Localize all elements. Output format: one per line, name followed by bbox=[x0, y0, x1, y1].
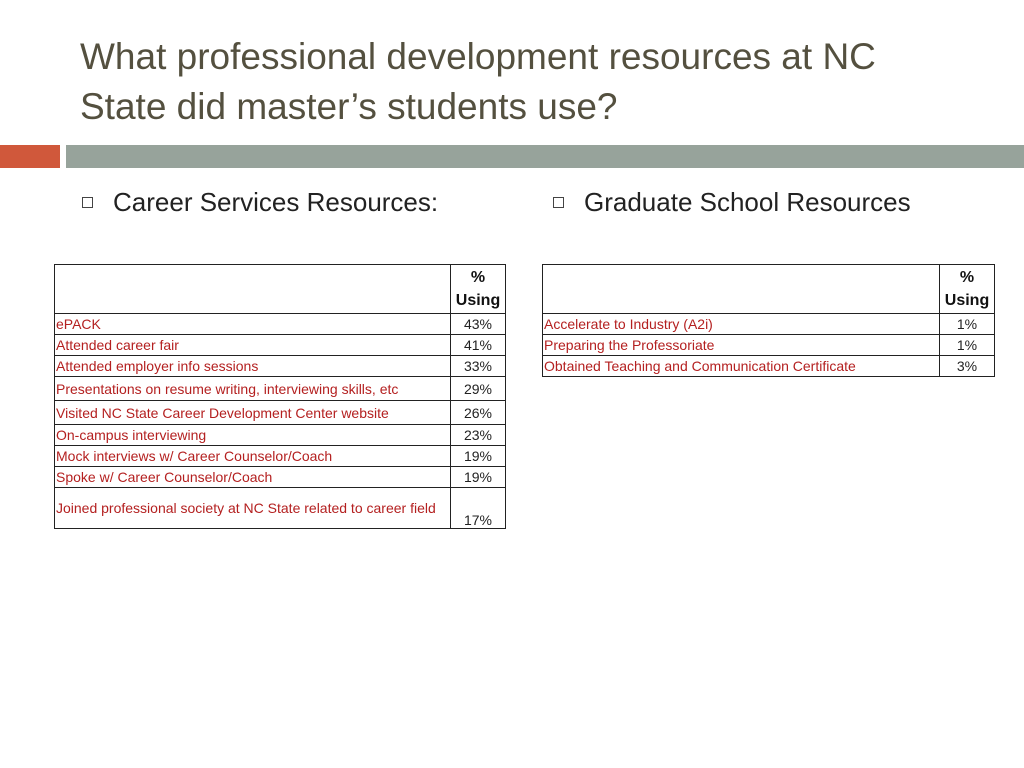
table-row bbox=[55, 377, 506, 401]
percent-value: 33% bbox=[451, 356, 506, 377]
table-row bbox=[55, 335, 506, 356]
percent-value: 23% bbox=[451, 425, 506, 446]
table-row bbox=[55, 356, 506, 377]
square-bullet-icon bbox=[553, 197, 564, 208]
bullet-graduate-school bbox=[553, 186, 911, 218]
table-row bbox=[55, 446, 506, 467]
header-percent-using bbox=[940, 265, 995, 314]
header-divider-bar bbox=[66, 145, 1024, 168]
percent-value: 19% bbox=[451, 446, 506, 467]
slide-title-line-1: What professional development resources at NC bbox=[80, 36, 876, 77]
percent-value: 1% bbox=[940, 335, 995, 356]
resource-name: Joined professional society at NC State related to career field bbox=[55, 488, 451, 529]
header-percent-using bbox=[451, 265, 506, 314]
slide-title-line-2: State did master’s students use? bbox=[80, 86, 618, 127]
header-using-label: Using bbox=[455, 292, 501, 309]
percent-value: 41% bbox=[451, 335, 506, 356]
bullet-label: Graduate School Resources bbox=[584, 187, 911, 217]
table-header-row bbox=[55, 265, 506, 314]
table-row bbox=[543, 356, 995, 377]
resource-name: Accelerate to Industry (A2i) bbox=[543, 314, 940, 335]
percent-value: 3% bbox=[940, 356, 995, 377]
career-services-table bbox=[54, 264, 506, 529]
header-percent-symbol: % bbox=[470, 269, 486, 286]
table-row bbox=[55, 425, 506, 446]
table-row bbox=[55, 467, 506, 488]
header-percent-symbol: % bbox=[959, 269, 975, 286]
table-row bbox=[543, 314, 995, 335]
bullet-label: Career Services Resources: bbox=[113, 187, 439, 217]
percent-value: 17% bbox=[451, 488, 506, 529]
resource-name: On-campus interviewing bbox=[55, 425, 451, 446]
graduate-school-table bbox=[542, 264, 995, 377]
resource-name: Attended employer info sessions bbox=[55, 356, 451, 377]
bullet-career-services bbox=[82, 186, 438, 218]
header-empty-cell bbox=[55, 265, 451, 314]
percent-value: 19% bbox=[451, 467, 506, 488]
table-row bbox=[55, 314, 506, 335]
slide-title bbox=[80, 32, 980, 132]
percent-value: 29% bbox=[451, 377, 506, 401]
percent-value: 26% bbox=[451, 401, 506, 425]
table-header-row bbox=[543, 265, 995, 314]
resource-name: Mock interviews w/ Career Counselor/Coach bbox=[55, 446, 451, 467]
header-empty-cell bbox=[543, 265, 940, 314]
resource-name: ePACK bbox=[55, 314, 451, 335]
header-using-label: Using bbox=[944, 292, 990, 309]
table-row bbox=[55, 488, 506, 529]
resource-name: Visited NC State Career Development Center website bbox=[55, 401, 451, 425]
accent-bar bbox=[0, 145, 60, 168]
resource-name: Presentations on resume writing, interviewing skills, etc bbox=[55, 377, 451, 401]
table-row bbox=[55, 401, 506, 425]
percent-value: 43% bbox=[451, 314, 506, 335]
resource-name: Spoke w/ Career Counselor/Coach bbox=[55, 467, 451, 488]
table-row bbox=[543, 335, 995, 356]
square-bullet-icon bbox=[82, 197, 93, 208]
resource-name: Attended career fair bbox=[55, 335, 451, 356]
resource-name: Obtained Teaching and Communication Certificate bbox=[543, 356, 940, 377]
percent-value: 1% bbox=[940, 314, 995, 335]
resource-name: Preparing the Professoriate bbox=[543, 335, 940, 356]
